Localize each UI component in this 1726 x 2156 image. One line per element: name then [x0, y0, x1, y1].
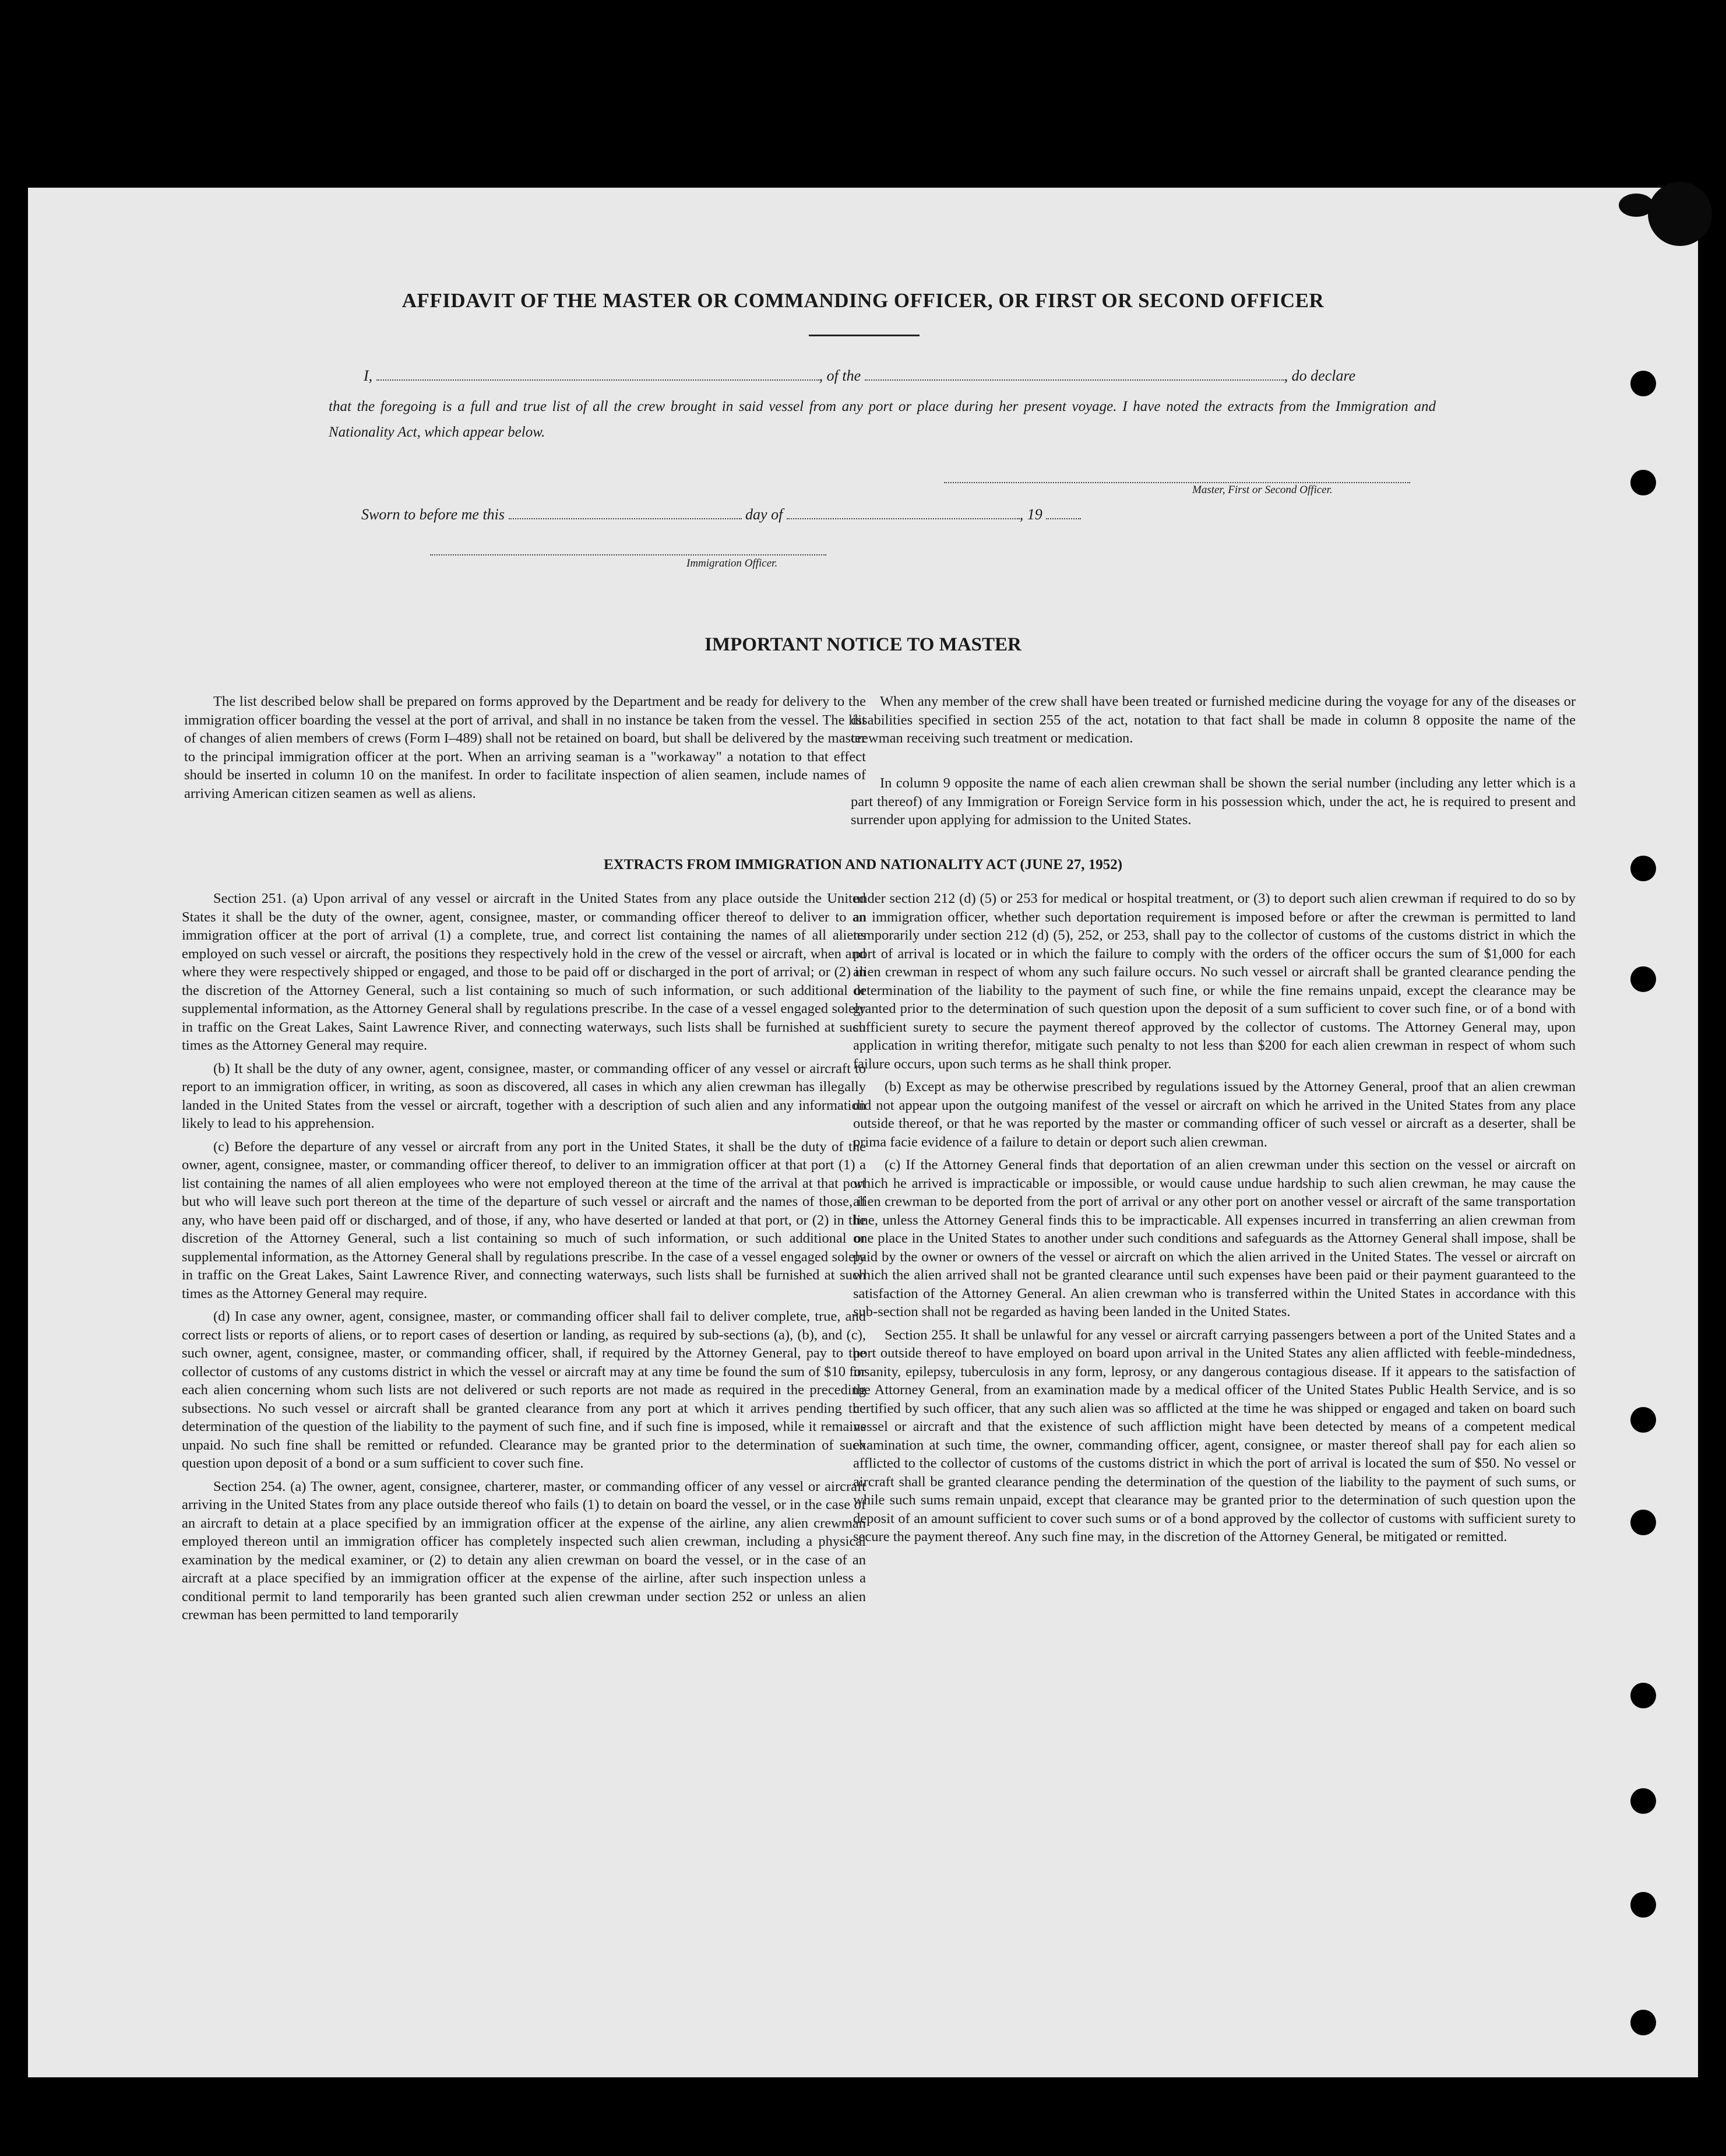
name-field[interactable]: [376, 379, 819, 381]
notice-title: IMPORTANT NOTICE TO MASTER: [705, 634, 1021, 655]
extract-paragraph: Section 255. It shall be unlawful for any vessel or aircraft carrying passengers between a port of the United States and a port outside thereof to have employed on board upon arrival in the United States any alien afflicted with feeble-mindedness, insanity, epilepsy, tuberculosis in any form, leprosy, or any dangerous contagious disease. If it appears to the satisfaction of the Attorney General, from an examination made by a medical officer of the United States Public Health Service, and is so certified by such officer, that any such alien was so afflicted at the time he was shipped or engaged and taken on board such vessel or aircraft and that the existence of such affliction might have been detected by means of a competent medical examination at such time, the owner, commanding officer, agent, consignee, or master thereof shall pay for each alien so afflicted to the collector of customs of the customs district in which the port of arrival is located the sum of $50. No vessel or aircraft shall be granted clearance pending the determination of the question of the liability to the payment of such sums, or while such sums remain unpaid, except that clearance may be granted prior to the determination of such question upon the deposit of an amount sufficient to cover such sums or of a bond approved by the collector of customs with sufficient surety to secure the payment thereof. Any such fine may, in the discretion of the Attorney General, be mitigated or remitted.: [853, 1327, 1576, 1545]
extract-paragraph: (b) Except as may be otherwise prescribed by regulations issued by the Attorney General, proof that an alien crewman did not appear upon the outgoing manifest of the vessel or aircraft on which he arrived in the United States from any place outside thereof, or that he was reported by the master or commanding officer of such vessel or aircraft as a deserter, shall be prima facie evidence of a failure to detain or deport such alien crewman.: [853, 1079, 1576, 1150]
punch-hole: [1630, 371, 1656, 396]
sworn-line: [361, 506, 1081, 523]
extract-paragraph: (c) If the Attorney General finds that deportation of an alien crewman under this section on the vessel or aircraft on which he arrived is impracticable or impossible, or would cause undue hardship to such alien crewman, he may cause the alien crewman to be deported from the port of arrival or any other port on another vessel or aircraft of the same transportation line, unless the Attorney General finds this to be impracticable. All expenses incurred in transferring an alien crewman from one place in the United States to another under such conditions and safeguards as the Attorney General shall impose, shall be paid by the owner or owners of the vessel or aircraft on which the alien arrived in the United States. The vessel or aircraft on which the alien arrived shall not be granted clearance until such expenses have been paid or their payment guaranteed to the satisfaction of the Attorney General. An alien crewman who is transferred within the United States in accordance with this sub-section shall not be regarded as having been landed in the United States.: [853, 1157, 1576, 1320]
punch-hole: [1630, 470, 1656, 495]
notice-right-paragraph-1: When any member of the crew shall have been treated or furnished medicine during the voyage for any of the diseases or disabilities specified in section 255 of the act, notation to that fact shall be made in column 8 opposite the name of the crewman receiving such treatment or medication.: [851, 694, 1576, 746]
officer-signature-label: Immigration Officer.: [686, 557, 778, 569]
torn-corner-mark: [1619, 194, 1654, 217]
torn-corner-mark: [1648, 182, 1712, 246]
extract-paragraph: (d) In case any owner, agent, consignee, master, or commanding officer shall fail to deliver complete, true, and correct lists or reports of aliens, or to report cases of desertion or landing, as required by sub-sections (a), (b), and (c), such owner, agent, consignee, master, or commanding officer, shall, if required by the Attorney General, pay to the collector of customs of any customs district in which the vessel or aircraft may at any time be found the sum of $10 for each alien concerning whom such lists are not delivered or such reports are not made as required in the preceding subsections. No such vessel or aircraft shall be granted clearance from any port at which it arrives pending the determination of the question of the liability to the payment of such fine, and if such fine is imposed, while it remains unpaid. No such fine shall be remitted or refunded. Clearance may be granted prior to the determination of such question upon deposit of a bond or a sum sufficient to cover such fine.: [182, 1309, 866, 1471]
extract-paragraph: Section 254. (a) The owner, agent, consignee, charterer, master, or commanding officer of any vessel or aircraft arriving in the United States from any place outside thereof who fails (1) to detain on board the vessel, or in the case of an aircraft to detain at a place specified by an immigration officer at the expense of the airline, any alien crewman employed thereon until an immigration officer has completely inspected such alien crewman, including a physical examination by the medical examiner, or (2) to detain any alien crewman on board the vessel, or in the case of an aircraft at a place specified by an immigration officer at the expense of the airline, after such inspection unless a conditional permit to land temporarily has been granted such alien crewman under section 252 or unless an alien crewman has been permitted to land temporarily: [182, 1478, 866, 1623]
officer-signature-field[interactable]: [430, 554, 826, 555]
extracts-right-column: [853, 889, 1576, 1551]
sworn-day-field[interactable]: [509, 518, 742, 519]
day-of-label: day of: [745, 506, 783, 523]
sworn-month-field[interactable]: [787, 518, 1020, 519]
sworn-year-field[interactable]: [1046, 518, 1081, 519]
extract-paragraph: under section 212 (d) (5) or 253 for medical or hospital treatment, or (3) to deport such alien crewman if required to do so by an immigration officer, whether such deportation requirement is imposed before or after the crewman is permitted to land temporarily under section 212 (d) (5), 252, or 253, shall pay to the collector of customs of the customs district in which the port of arrival is located or in which the failure to comply with the orders of the officer occurs the sum of $1,000 for each alien crewman in respect of whom any such failure occurs. No such vessel or aircraft shall be granted clearance pending the determination of the liability to the payment of such fine, or while the fine remains unpaid, except the clearance may be granted prior to the determination of such question upon the deposit of a sum sufficient to cover such fine, or of a bond with sufficient surety to secure the payment thereof approved by the collector of customs. The Attorney General may, upon application in writing therefor, mitigate such penalty to not less than $200 for each alien crewman in respect of whom such failure occurs, upon such terms as he shall think proper.: [853, 891, 1576, 1072]
declaration-text: that the foregoing is a full and true list of all the crew brought in said vessel from any port or place during her present voyage. I have noted the extracts from the Immigration and Nationality Act, which appear below.: [329, 399, 1436, 440]
of-the-label: , of the: [819, 367, 861, 384]
extract-paragraph: (c) Before the departure of any vessel or aircraft from any port in the United States, it shall be the duty of the owner, agent, consignee, master, or commanding officer thereof, to deliver to an immigration officer at that port (1) a list containing the names of all alien employees who were not employed thereon at the time of the arrival at that port but who will leave such port thereon at the time of the departure of such vessel or aircraft and the names of those, if any, who have been paid off or discharged, and of those, if any, who have deserted or landed at that port, or (2) in the discretion of the Attorney General, such a list containing so much of such information, or such additional or supplemental information, as the Attorney General shall by regulations prescribe. In the case of a vessel engaged solely in traffic on the Great Lakes, Saint Lawrence River, and connecting waterways, such lists shall be furnished at such times as the Attorney General may require.: [182, 1138, 866, 1302]
notice-right-paragraph-2: In column 9 opposite the name of each alien crewman shall be shown the serial number (including any letter which is a part thereof) of any Immigration or Foreign Service form in his possession which, under the act, he is required to present and surrender upon applying for admission to the United States.: [851, 775, 1576, 828]
title-underline: [809, 335, 920, 336]
i-label: I,: [364, 367, 373, 384]
vessel-field[interactable]: [865, 379, 1284, 381]
punch-hole: [1630, 966, 1656, 992]
extracts-left-column: [182, 889, 866, 1629]
master-signature-label: Master, First or Second Officer.: [1192, 484, 1333, 496]
extract-paragraph: Section 251. (a) Upon arrival of any vessel or aircraft in the United States from any place outside the United States it shall be the duty of the owner, agent, consignee, master, or commanding officer thereof to deliver to an immigration officer at the port of arrival (1) a complete, true, and correct list containing the names of all aliens employed on such vessel or aircraft, the positions they respectively hold in the crew of the vessel or aircraft, when and where they were respectively shipped or engaged, and those to be paid off or discharged in the port of arrival; or (2) in the discretion of the Attorney General, such a list containing so much of such information, or such additional or supplemental information, as the Attorney General shall by regulations prescribe. In the case of a vessel engaged solely in traffic on the Great Lakes, Saint Lawrence River, and connecting waterways, such lists shall be furnished at such times as the Attorney General may require.: [182, 891, 866, 1053]
punch-hole: [1630, 1788, 1656, 1814]
punch-hole: [1630, 1892, 1656, 1918]
affidavit-title: AFFIDAVIT OF THE MASTER OR COMMANDING OFFICER, OR FIRST OR SECOND OFFICER: [401, 289, 1325, 312]
do-declare-label: , do declare: [1284, 367, 1356, 384]
punch-hole: [1630, 1407, 1656, 1433]
punch-hole: [1630, 1683, 1656, 1708]
master-signature-field[interactable]: [944, 481, 1410, 483]
sworn-label: Sworn to before me this: [361, 506, 505, 523]
extracts-title: EXTRACTS FROM IMMIGRATION AND NATIONALITY ACT (JUNE 27, 1952): [603, 857, 1123, 873]
punch-hole: [1630, 1510, 1656, 1535]
year-label: , 19: [1019, 506, 1042, 523]
extract-paragraph: (b) It shall be the duty of any owner, agent, consignee, master, or commanding officer of any vessel or aircraft to report to an immigration officer, in writing, as soon as discovered, all cases in which any alien crewman has illegally landed in the United States from the vessel or aircraft, together with a description of such alien and any information likely to lead to his apprehension.: [182, 1060, 866, 1131]
document-page: [28, 188, 1698, 2077]
notice-left-paragraph: The list described below shall be prepared on forms approved by the Department and be ready for delivery to the immigration officer boarding the vessel at the port of arrival, and shall in no instance be taken from the vessel. The list of changes of alien members of crews (Form I–489) shall not be retained on board, but shall be delivered by the master to the principal immigration officer at the port. When an arriving seaman is a "workaway" a notation to that effect should be inserted in column 10 on the manifest. In order to facilitate inspection of alien seamen, include names of arriving American citizen seamen as well as aliens.: [184, 694, 866, 801]
declaration-line: [364, 367, 1355, 385]
punch-hole: [1630, 2010, 1656, 2035]
